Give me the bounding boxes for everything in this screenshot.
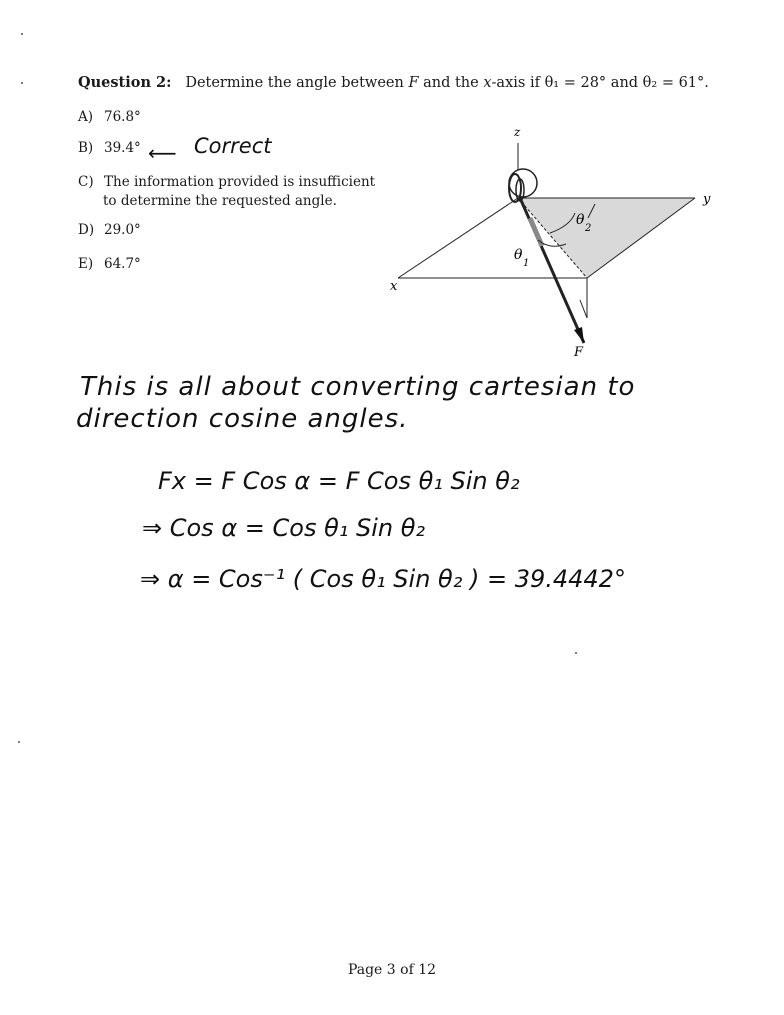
question-text	[78, 74, 709, 91]
option-letter: C)	[78, 174, 94, 190]
option-text: 76.8°	[104, 109, 141, 125]
option-text-continued: to determine the requested angle.	[103, 193, 337, 209]
theta2-value: θ₂ = 61°.	[642, 75, 709, 91]
option-text: 29.0°	[104, 222, 141, 238]
option-b	[78, 139, 141, 158]
z-axis-label: z	[514, 125, 521, 139]
explanation-line-2: direction cosine angles.	[76, 404, 409, 434]
theta2-subscript: 2	[585, 223, 592, 234]
plane-edge-x	[398, 198, 518, 278]
equation-2: ⇒ Cos α = Cos θ₁ Sin θ₂	[142, 514, 426, 542]
shaded-region	[518, 198, 695, 278]
drop-connector	[580, 300, 587, 318]
option-c	[78, 173, 375, 211]
scan-speck	[21, 82, 23, 84]
option-text: 64.7°	[104, 256, 141, 272]
explanation-line-1: This is all about converting cartesian to	[80, 372, 636, 402]
force-label: F	[574, 345, 584, 360]
option-letter: D)	[78, 222, 95, 238]
option-e	[78, 255, 141, 274]
question-prefix: Determine the angle between	[185, 75, 404, 91]
force-arrowhead-icon	[574, 327, 584, 343]
question-axis-suffix: -axis if	[491, 75, 540, 91]
scan-speck	[575, 652, 577, 654]
theta2-label: θ	[576, 212, 585, 228]
theta1-subscript: 1	[523, 258, 530, 269]
correct-note: Correct	[194, 134, 272, 158]
scan-speck	[18, 741, 20, 743]
x-axis-label: x	[390, 279, 398, 294]
correct-arrow-icon: ⟵	[148, 141, 177, 165]
theta1-label: θ	[514, 247, 523, 263]
option-letter: B)	[78, 140, 94, 156]
force-symbol: F	[408, 75, 419, 91]
page-number: Page 3 of 12	[347, 962, 437, 978]
y-axis-label: y	[703, 192, 711, 207]
question-joiner: and	[610, 75, 639, 91]
option-letter: E)	[78, 256, 94, 272]
option-text: 39.4°	[104, 140, 141, 156]
equation-1: Fx = F Cos α = F Cos θ₁ Sin θ₂	[158, 467, 520, 495]
option-d	[78, 221, 141, 240]
axis-symbol: x	[483, 75, 492, 91]
theta1-value: θ₁ = 28°	[544, 75, 607, 91]
question-label: Question 2:	[78, 74, 172, 91]
option-letter: A)	[78, 109, 94, 125]
question-mid: and the	[423, 75, 479, 91]
option-text: The information provided is insufficient	[104, 174, 376, 190]
scan-speck	[21, 33, 23, 35]
force-diagram	[370, 118, 715, 368]
option-a	[78, 108, 141, 127]
equation-3: ⇒ α = Cos⁻¹ ( Cos θ₁ Sin θ₂ ) = 39.4442°	[140, 565, 626, 593]
